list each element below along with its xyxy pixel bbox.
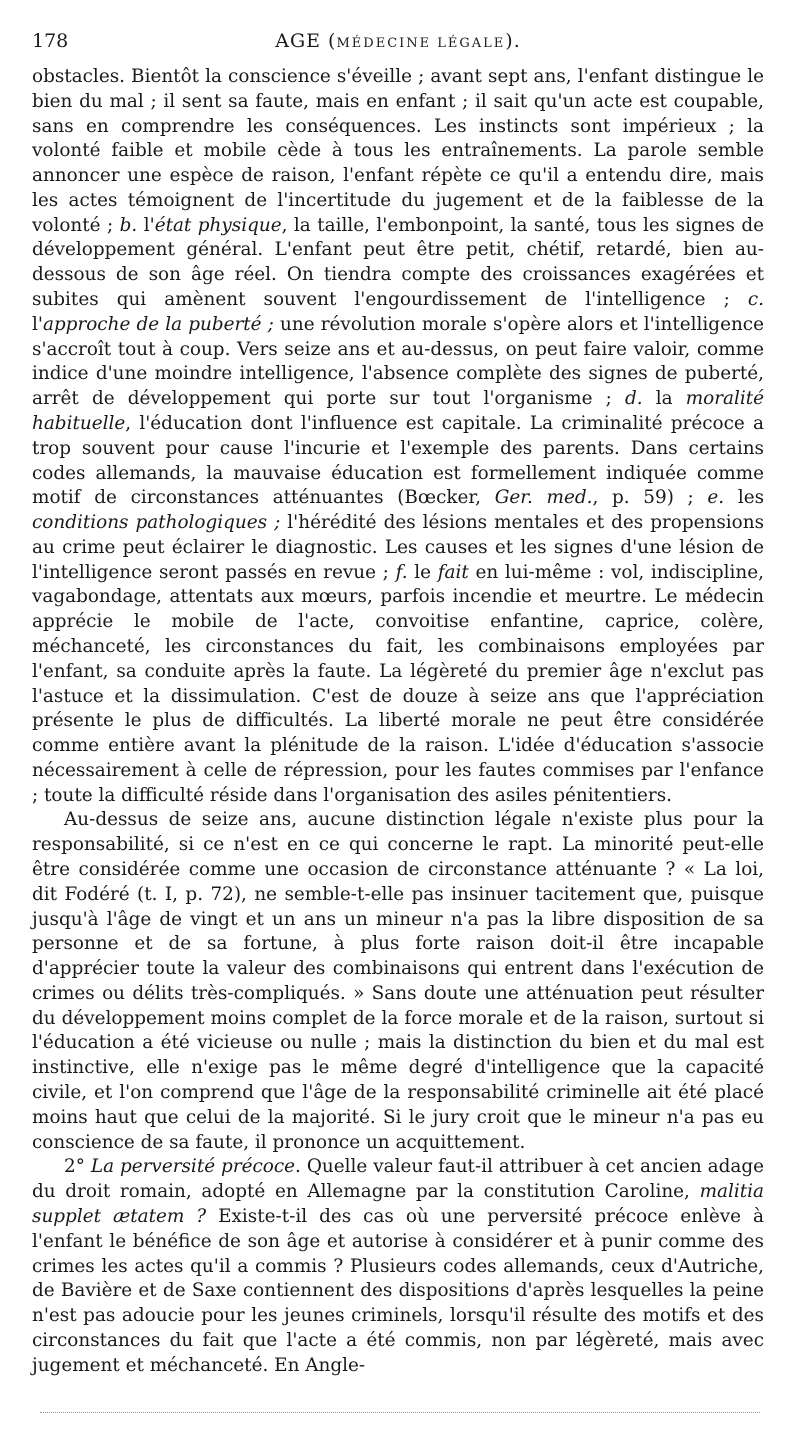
running-head-end: ). [505, 30, 521, 52]
paragraph [32, 808, 764, 1155]
italic-text: b. [119, 214, 144, 236]
text-run: Au-dessus de seize ans, aucune distinction légale n'existe plus pour la responsabilité, si ce n'est en ce qui concerne le rapt. La minorité peut-elle être considérée comme une occasion de circonstance atténuante ? « La loi, dit Fodéré (t. I, p. 72), ne semble-t-elle pas insinuer tacitement que, puisque jusqu'à l'âge de vingt et un ans un mineur n'a pas la libre disposition de sa personne et de sa fortune, à plus forte raison doit-il être incapable d'apprécier toute la valeur des combinaisons qui entrent dans l'exécution de crimes ou délits très-compliqués. » Sans doute une atténuation peut résulter du développement moins complet de la force morale et de la raison, surtout si l'éducation a été vicieuse ou nulle ; mais la distinction du bien et du mal est instinctive, elle n'exige pas le même degré d'intelligence que la capacité civile, et l'on comprend que l'âge de la responsabilité criminelle ait été placé moins haut que celui de la majorité. Si le jury croit que le mineur n'a pas eu conscience de sa faute, il prononce un acquittement. [32, 809, 764, 1153]
text-run: l' [143, 214, 155, 236]
text-run: , la taille, l'embonpoint, la santé, tous les signes de développement général. L'enfant peut être petit, chétif, retardé, bien au-dessous de son âge réel. On tiendra compte des croissances exagérées et subites qui amènent souvent l'engourdissement de l'intelligence ; [32, 214, 765, 311]
running-head-subtitle: MÉDECINE LÉGALE [336, 36, 506, 51]
italic-text: f. [395, 561, 415, 583]
text-run: l' [32, 313, 43, 335]
italic-text: conditions pathologiques ; [32, 512, 281, 534]
text-run: , p. 59) ; [592, 487, 708, 509]
text-run: , l'éducation dont l'influence est capitale. La criminalité précoce a trop souvent pour cause l'incurie et l'exemple des parents. Dans certains codes allemands, la mauvaise éducation est formellement indiquée comme motif de circonstances atténuantes (Bœcker, [32, 412, 764, 509]
text-run: 2° [64, 1156, 91, 1178]
italic-text: moralité habituelle [32, 388, 765, 434]
text-run: en lui-même : vol, indiscipline, vagabondage, attentats aux mœurs, parfois incendie et meurtre. Le médecin apprécie le mobile de l'acte, convoitise enfantine, caprice, colère, méchanceté, les circonstances du fait, les combinaisons employées par l'enfant, sa conduite après la faute. La légèreté du premier âge n'exclut pas l'astuce et la dissimulation. C'est de douze à seize ans que l'appréciation présente le plus de difficultés. La liberté morale ne peut être considérée comme entière avant la plénitude de la raison. L'idée d'éducation s'associe nécessairement à celle de répression, pour les fautes commises par l'enfance ; toute la difficulté réside dans l'organisation des asiles pénitentiers. [32, 561, 764, 806]
body-text [32, 65, 764, 1378]
text-run: le [414, 561, 438, 583]
italic-text: malitia supplet ætatem ? [32, 1181, 764, 1227]
text-run: Quelle valeur faut-il attribuer à cet ancien adage du droit romain, adopté en Allemagne par la constitution Caroline, [32, 1156, 765, 1203]
italic-text: e. [707, 487, 738, 509]
paragraph [32, 1155, 764, 1378]
page-header [32, 30, 764, 60]
running-head [32, 30, 764, 52]
text-run: une révolution morale s'opère alors et l'intelligence s'accroît tout à coup. Vers seize ans et au-dessus, on peut faire valoir, comme indice d'une moindre intelligence, l'absence complète des signes de puberté, arrêt de développement qui porte sur tout l'organisme ; [32, 313, 764, 410]
running-head-title: AGE ( [275, 30, 337, 52]
text-run: obstacles. Bientôt la conscience s'éveille ; avant sept ans, l'enfant distingue le bien du mal ; il sent sa faute, mais en enfant ; il sait qu'un acte est coupable, sans en comprendre les conséquences. Les instincts sont impérieux ; la volonté faible et mobile cède à tous les entraînements. La parole semble annoncer une espèce de raison, l'enfant répète ce qu'il a entendu dire, mais les actes témoignent de l'incertitude du jugement et de la faiblesse de la volonté ; [32, 66, 764, 236]
italic-text: approche de la puberté ; [42, 313, 274, 335]
italic-text: état physique [154, 214, 282, 236]
italic-text: Ger. med. [494, 487, 593, 509]
text-run: la [655, 388, 686, 410]
italic-text: d. [624, 388, 656, 410]
italic-text: c. [747, 289, 764, 311]
italic-text: La perversité précoce. [90, 1156, 301, 1178]
text-run: l'hérédité des lésions mentales et des propensions au crime peut éclairer le diagnostic. Les causes et les signes d'une lésion de l'intelligence seront passés en revue ; [32, 512, 765, 583]
footer-rule [40, 1412, 760, 1413]
text-run: Existe-t-il des cas où une perversité précoce enlève à l'enfant le bénéfice de son âge et autorise à considérer et à punir comme des crimes les actes qu'il a commis ? Plusieurs codes allemands, ceux d'Autriche, de Bavière et de Saxe contiennent des dispositions d'après lesquelles la peine n'est pas adoucie pour les jeunes criminels, lorsqu'il résulte des motifs et des circonstances du fait que l'acte a été commis, non par légèreté, mais avec jugement et méchanceté. En Angle- [32, 1205, 765, 1376]
paragraph [32, 65, 764, 808]
text-run: les [737, 487, 765, 509]
page-number: 178 [32, 30, 69, 52]
italic-text: fait [437, 561, 469, 583]
